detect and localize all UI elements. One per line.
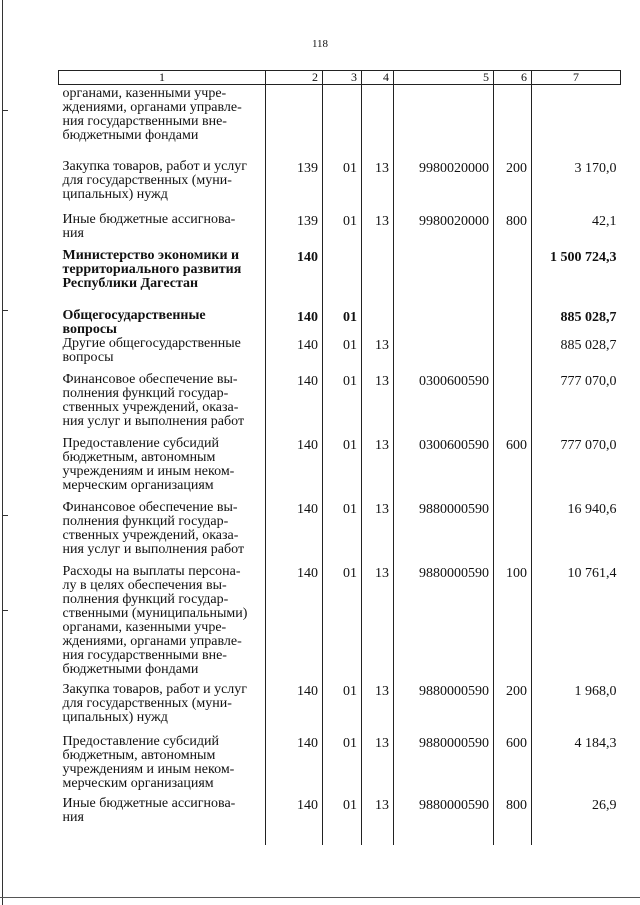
row-name: Другие общегосударственные вопросы bbox=[59, 337, 266, 373]
page-bottom-edge bbox=[0, 897, 640, 898]
row-section-code: 01 bbox=[323, 309, 362, 337]
row-amount: 885 028,7 bbox=[532, 309, 621, 337]
row-ministry-code: 140 bbox=[266, 373, 323, 437]
row-subsection-code: 13 bbox=[362, 797, 394, 845]
row-section-code: 01 bbox=[323, 501, 362, 565]
row-section-code: 01 bbox=[323, 160, 362, 213]
row-subsection-code: 13 bbox=[362, 735, 394, 797]
row-ministry-code bbox=[266, 85, 323, 160]
row-ministry-code: 139 bbox=[266, 160, 323, 213]
table-row bbox=[59, 213, 621, 249]
row-ministry-code: 139 bbox=[266, 213, 323, 249]
row-section-code: 01 bbox=[323, 683, 362, 735]
row-name: Закупка товаров, работ и услуг для государственных (муни- ципальных) нужд bbox=[59, 160, 266, 213]
column-header-ministry: 2 bbox=[266, 71, 323, 85]
row-expense-type bbox=[494, 249, 532, 309]
row-subsection-code: 13 bbox=[362, 565, 394, 683]
row-subsection-code bbox=[362, 85, 394, 160]
row-subsection-code bbox=[362, 309, 394, 337]
row-subsection-code: 13 bbox=[362, 160, 394, 213]
row-section-code bbox=[323, 85, 362, 160]
row-section-code: 01 bbox=[323, 213, 362, 249]
column-header-expense-type: 6 bbox=[494, 71, 532, 85]
row-expense-type: 600 bbox=[494, 735, 532, 797]
row-target-article: 9980020000 bbox=[394, 213, 494, 249]
row-target-article bbox=[394, 337, 494, 373]
row-amount: 1 968,0 bbox=[532, 683, 621, 735]
row-ministry-code: 140 bbox=[266, 437, 323, 501]
column-header-name: 1 bbox=[59, 71, 266, 85]
table-row bbox=[59, 160, 621, 213]
row-ministry-code: 140 bbox=[266, 501, 323, 565]
page-edge-mark bbox=[2, 310, 8, 311]
column-header-amount: 7 bbox=[532, 71, 621, 85]
row-section-code: 01 bbox=[323, 437, 362, 501]
row-name: Общегосударственные вопросы bbox=[59, 309, 266, 337]
row-amount: 1 500 724,3 bbox=[532, 249, 621, 309]
page-edge-mark bbox=[2, 610, 8, 611]
column-header-target-article: 5 bbox=[394, 71, 494, 85]
row-expense-type: 100 bbox=[494, 565, 532, 683]
row-amount: 777 070,0 bbox=[532, 437, 621, 501]
row-section-code bbox=[323, 249, 362, 309]
row-subsection-code bbox=[362, 249, 394, 309]
row-target-article: 0300600590 bbox=[394, 437, 494, 501]
row-ministry-code: 140 bbox=[266, 309, 323, 337]
column-header-subsection: 4 bbox=[362, 71, 394, 85]
table-row bbox=[59, 735, 621, 797]
row-section-code: 01 bbox=[323, 797, 362, 845]
row-subsection-code: 13 bbox=[362, 213, 394, 249]
row-target-article bbox=[394, 249, 494, 309]
row-ministry-code: 140 bbox=[266, 337, 323, 373]
row-name: Иные бюджетные ассигнова- ния bbox=[59, 213, 266, 249]
row-expense-type: 200 bbox=[494, 683, 532, 735]
row-name: Расходы на выплаты персона- лу в целях обеспечения вы- полнения функций государ- ственными (муниципальными) органами, казенными учре- ждениями, органами управле- ния государственными вне- бюджетными фондами bbox=[59, 565, 266, 683]
table-header-row bbox=[59, 71, 621, 85]
table-row bbox=[59, 373, 621, 437]
row-target-article: 0300600590 bbox=[394, 373, 494, 437]
row-ministry-code: 140 bbox=[266, 797, 323, 845]
row-section-code: 01 bbox=[323, 735, 362, 797]
row-expense-type: 200 bbox=[494, 160, 532, 213]
row-ministry-code: 140 bbox=[266, 683, 323, 735]
row-amount bbox=[532, 85, 621, 160]
row-amount: 885 028,7 bbox=[532, 337, 621, 373]
row-target-article: 9880000590 bbox=[394, 735, 494, 797]
table-body bbox=[59, 85, 621, 845]
row-expense-type bbox=[494, 501, 532, 565]
table-row bbox=[59, 337, 621, 373]
row-amount: 3 170,0 bbox=[532, 160, 621, 213]
table-row bbox=[59, 683, 621, 735]
row-target-article: 9880000590 bbox=[394, 797, 494, 845]
row-name: Закупка товаров, работ и услуг для государственных (муни- ципальных) нужд bbox=[59, 683, 266, 735]
row-expense-type: 800 bbox=[494, 213, 532, 249]
row-amount: 10 761,4 bbox=[532, 565, 621, 683]
row-subsection-code: 13 bbox=[362, 337, 394, 373]
row-amount: 16 940,6 bbox=[532, 501, 621, 565]
row-target-article: 9880000590 bbox=[394, 501, 494, 565]
page-edge-mark bbox=[2, 110, 8, 111]
row-section-code: 01 bbox=[323, 565, 362, 683]
page-number: 118 bbox=[311, 38, 329, 50]
page-edge-mark bbox=[2, 515, 8, 516]
row-amount: 26,9 bbox=[532, 797, 621, 845]
row-name: Предоставление субсидий бюджетным, автономным учреждениям и иным неком- мерческим организациям bbox=[59, 437, 266, 501]
row-section-code: 01 bbox=[323, 337, 362, 373]
row-expense-type: 800 bbox=[494, 797, 532, 845]
row-name: Предоставление субсидий бюджетным, автономным учреждениям и иным неком- мерческим организациям bbox=[59, 735, 266, 797]
row-target-article: 9880000590 bbox=[394, 565, 494, 683]
row-target-article bbox=[394, 85, 494, 160]
budget-table bbox=[58, 70, 621, 845]
row-amount: 777 070,0 bbox=[532, 373, 621, 437]
table-row bbox=[59, 309, 621, 337]
row-expense-type bbox=[494, 85, 532, 160]
page-left-edge bbox=[2, 0, 3, 905]
table-row bbox=[59, 565, 621, 683]
table-row bbox=[59, 249, 621, 309]
row-name: Финансовое обеспечение вы- полнения функций государ- ственных учреждений, оказа- ния услуг и выполнения работ bbox=[59, 501, 266, 565]
table-row bbox=[59, 437, 621, 501]
row-amount: 4 184,3 bbox=[532, 735, 621, 797]
row-expense-type bbox=[494, 309, 532, 337]
row-ministry-code: 140 bbox=[266, 735, 323, 797]
row-subsection-code: 13 bbox=[362, 437, 394, 501]
row-ministry-code: 140 bbox=[266, 249, 323, 309]
row-section-code: 01 bbox=[323, 373, 362, 437]
row-name: органами, казенными учре- ждениями, органами управле- ния государственными вне- бюджетными фондами bbox=[59, 85, 266, 160]
row-expense-type: 600 bbox=[494, 437, 532, 501]
row-expense-type bbox=[494, 337, 532, 373]
row-name: Финансовое обеспечение вы- полнения функций государ- ственных учреждений, оказа- ния услуг и выполнения работ bbox=[59, 373, 266, 437]
row-ministry-code: 140 bbox=[266, 565, 323, 683]
row-subsection-code: 13 bbox=[362, 373, 394, 437]
table-row bbox=[59, 797, 621, 845]
row-target-article: 9980020000 bbox=[394, 160, 494, 213]
column-header-section: 3 bbox=[323, 71, 362, 85]
table-row bbox=[59, 501, 621, 565]
row-subsection-code: 13 bbox=[362, 683, 394, 735]
row-target-article bbox=[394, 309, 494, 337]
row-name: Иные бюджетные ассигнова- ния bbox=[59, 797, 266, 845]
row-expense-type bbox=[494, 373, 532, 437]
row-target-article: 9880000590 bbox=[394, 683, 494, 735]
row-subsection-code: 13 bbox=[362, 501, 394, 565]
table-row bbox=[59, 85, 621, 160]
row-name: Министерство экономики и территориального развития Республики Дагестан bbox=[59, 249, 266, 309]
row-amount: 42,1 bbox=[532, 213, 621, 249]
